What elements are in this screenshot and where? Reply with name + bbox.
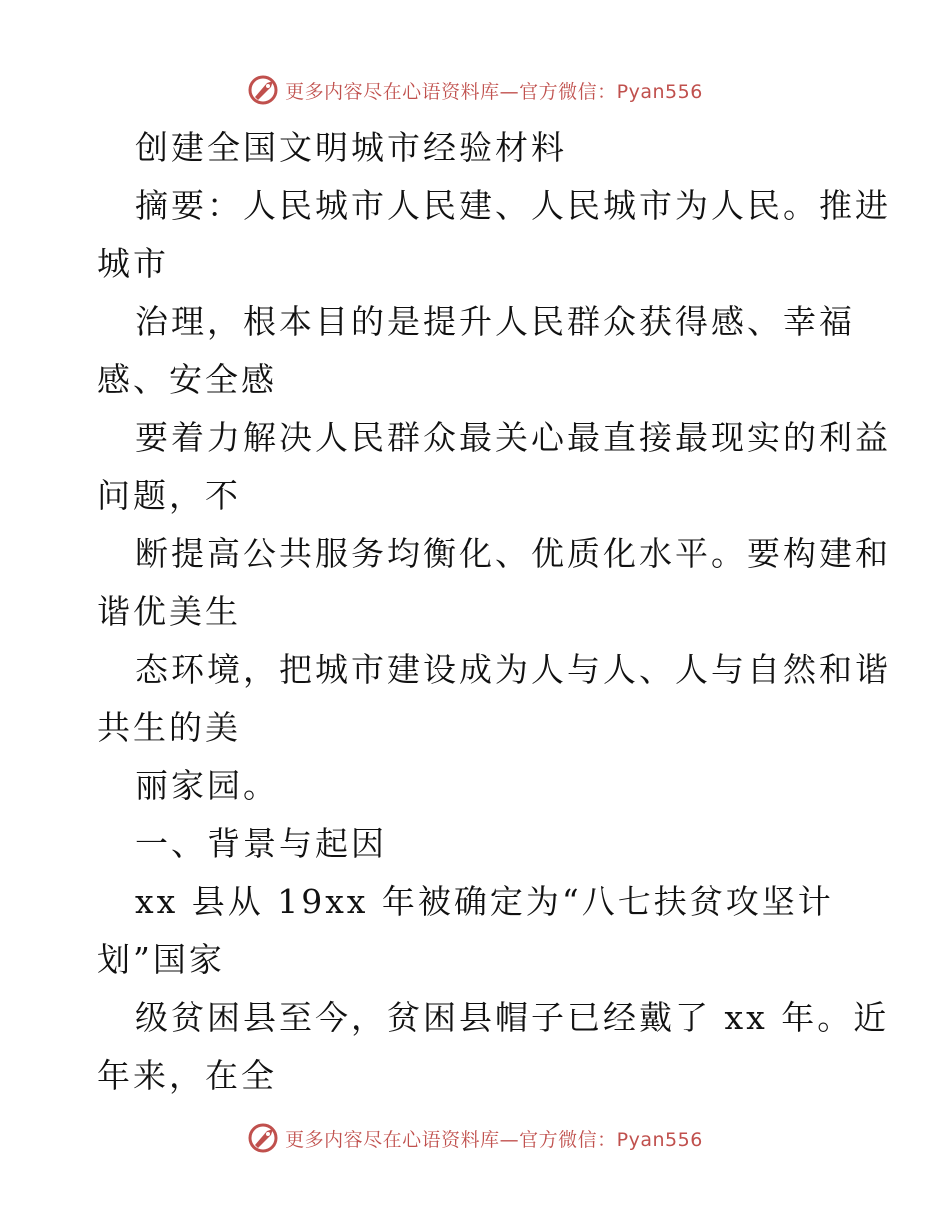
text-line: 感、安全感	[97, 360, 277, 399]
text-line: 级贫困县至今，贫困县帽子已经戴了 xx 年。近	[135, 998, 890, 1037]
text-line: 要着力解决人民群众最关心最直接最现实的利益	[135, 418, 891, 457]
header-banner-text: 更多内容尽在心语资料库—官方微信：Pyan556	[285, 80, 703, 103]
footer-banner	[0, 1118, 950, 1158]
header-banner	[0, 70, 950, 110]
footer-banner-text: 更多内容尽在心语资料库—官方微信：Pyan556	[285, 1128, 703, 1151]
document-title: 创建全国文明城市经验材料	[135, 128, 567, 167]
text-line: 年来，在全	[97, 1056, 277, 1095]
text-line: 谐优美生	[97, 592, 241, 631]
pen-nib-icon	[247, 1121, 281, 1155]
text-line: 丽家园。	[135, 766, 279, 805]
text-line: 城市	[97, 244, 169, 283]
text-line: 问题，不	[97, 476, 241, 515]
text-line: 划”国家	[97, 940, 225, 979]
text-line: 治理，根本目的是提升人民群众获得感、幸福	[135, 302, 855, 341]
section-heading: 一、背景与起因	[135, 824, 387, 863]
text-line: xx 县从 19xx 年被确定为“八七扶贫攻坚计	[135, 882, 834, 921]
pen-nib-icon	[247, 73, 281, 107]
text-line: 摘要：人民城市人民建、人民城市为人民。推进	[135, 186, 891, 225]
text-line: 共生的美	[97, 708, 241, 747]
text-line: 态环境，把城市建设成为人与人、人与自然和谐	[135, 650, 891, 689]
text-line: 断提高公共服务均衡化、优质化水平。要构建和	[135, 534, 891, 573]
